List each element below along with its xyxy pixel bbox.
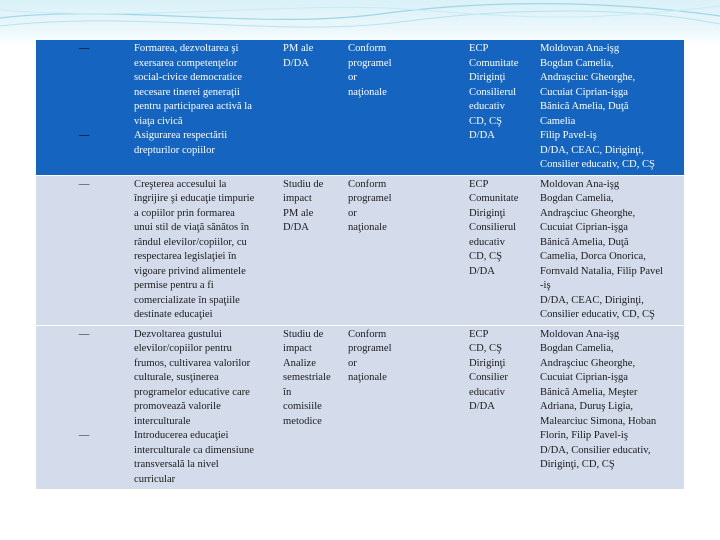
objective-line: pentru participarea activă la	[134, 101, 252, 112]
responsible-line: Cucuiat Ciprian-işga	[540, 222, 628, 233]
partner-line: Consilier	[469, 372, 508, 383]
term-line: Conform	[348, 328, 387, 340]
responsible-line: Moldovan Ana-işg	[540, 328, 620, 340]
responsible-line: Moldovan Ana-işg	[540, 178, 620, 190]
partner-line: CD, CŞ	[469, 251, 502, 262]
evidence-line: impact	[283, 193, 312, 204]
responsible-line: Fornvald Natalia, Filip Pavel	[540, 265, 663, 277]
bullet-dash: —	[78, 178, 90, 190]
evidence-line: PM ale	[283, 43, 314, 54]
table-row	[36, 175, 684, 325]
objective-line: îngrijire şi educaţie timpurie	[134, 193, 255, 204]
activities-table	[36, 40, 684, 490]
responsible-line: Andraşciuc Gheorghe,	[540, 72, 636, 83]
partner-line: educativ	[469, 236, 505, 248]
objective-line: elevilor/copiilor pentru	[134, 343, 232, 354]
term-line: or	[348, 72, 357, 83]
objective-line: programelor educative care	[134, 386, 250, 398]
responsible-line: Florin, Filip Pavel-iş	[540, 430, 628, 441]
term-line: naţionale	[348, 222, 387, 233]
objective-line: respectarea legislaţiei în	[134, 251, 237, 262]
term-line: or	[348, 357, 357, 369]
objective-line: unui stil de viaţă sănătos în	[134, 222, 250, 233]
objective-line: permise pentru a fi	[134, 280, 214, 291]
objective-line: drepturilor copiilor	[134, 144, 215, 156]
bullet-markers-cell	[36, 175, 130, 325]
evidence-line: D/DA	[283, 222, 309, 233]
responsible-line: Bănică Amelia, Duţă	[540, 236, 629, 248]
partner-line: Diriginţi	[469, 357, 506, 369]
objective-line: interculturale ca dimensiune	[134, 444, 255, 456]
partner-line: Diriginţi	[469, 72, 506, 83]
objective-line: social-civice democratice	[134, 72, 242, 83]
partner-line: D/DA	[469, 130, 495, 141]
responsible-line: Bogdan Camelia,	[540, 57, 614, 69]
partner-line: CD, CŞ	[469, 343, 502, 354]
responsible-line: Moldovan Ana-işg	[540, 43, 620, 54]
evidence-line: impact	[283, 343, 312, 354]
term-line: programel	[348, 57, 392, 69]
table-row	[36, 40, 684, 175]
responsible-line: Cucuiat Ciprian-işga	[540, 86, 628, 98]
bullet-dash: —	[78, 43, 90, 54]
term-cell	[344, 175, 465, 325]
objective-line: comercializate în spaţiile	[134, 294, 240, 306]
responsible-line: Andraşciuc Gheorghe,	[540, 207, 636, 219]
partner-line: ECP	[469, 328, 489, 340]
responsible-line: Bănică Amelia, Meşter	[540, 386, 638, 398]
responsible-line: Malearciuc Simona, Hoban	[540, 415, 657, 427]
bullet-dash: —	[78, 328, 90, 340]
term-line: programel	[348, 343, 392, 354]
evidence-cell	[279, 325, 344, 490]
objective-line: interculturale	[134, 415, 191, 427]
term-line: or	[348, 207, 357, 219]
term-line: Conform	[348, 178, 387, 190]
responsible-line: Camelia, Dorca Onorica,	[540, 251, 646, 262]
responsible-line: Consilier educativ, CD, CŞ	[540, 159, 655, 170]
responsible-cell	[536, 175, 684, 325]
responsible-line: Camelia	[540, 115, 576, 127]
evidence-line: comisiile	[283, 401, 322, 412]
table-row	[36, 325, 684, 490]
partner-line: Comunitate	[469, 193, 519, 204]
objective-line: curricular	[134, 473, 176, 485]
term-line: naţionale	[348, 372, 387, 383]
partner-line: Consilierul	[469, 86, 517, 98]
evidence-line: Studiu de	[283, 178, 324, 190]
bullet-dash: —	[78, 430, 90, 441]
objective-line: frumos, cultivarea valorilor	[134, 357, 251, 369]
partners-cell	[465, 175, 536, 325]
objective-line: transversală la nivel	[134, 459, 219, 470]
responsible-line: D/DA, CEAC, Diriginţi,	[540, 144, 644, 156]
responsible-line: Filip Pavel-iş	[540, 130, 597, 141]
evidence-line: PM ale	[283, 207, 314, 219]
responsible-line: Andraşciuc Gheorghe,	[540, 357, 636, 369]
responsible-line: Bogdan Camelia,	[540, 193, 614, 204]
objective-line: Asigurarea respectării	[134, 130, 228, 141]
term-line: Conform	[348, 43, 387, 54]
objective-line: promovează valorile	[134, 401, 221, 412]
bullet-markers-cell	[36, 40, 130, 175]
term-line: programel	[348, 193, 392, 204]
partner-line: Diriginţi	[469, 207, 506, 219]
partner-line: ECP	[469, 178, 489, 190]
objective-line: Creşterea accesului la	[134, 178, 227, 190]
objective-line: Formarea, dezvoltarea şi	[134, 43, 239, 54]
responsible-line: Adriana, Duruş Ligia,	[540, 401, 633, 412]
objective-line: Dezvoltarea gustului	[134, 328, 222, 340]
objective-line: necesare tinerei generaţii	[134, 86, 240, 98]
partner-line: Consilierul	[469, 222, 517, 233]
partner-line: CD, CŞ	[469, 115, 502, 127]
evidence-cell	[279, 40, 344, 175]
objective-line: a copiilor prin formarea	[134, 207, 235, 219]
objective-line: Introducerea educaţiei	[134, 430, 229, 441]
objective-cell	[130, 325, 279, 490]
responsible-line: Bănică Amelia, Duţă	[540, 101, 629, 112]
evidence-line: metodice	[283, 415, 322, 427]
responsible-line: Bogdan Camelia,	[540, 343, 614, 354]
partners-cell	[465, 325, 536, 490]
objective-line: culturale, susţinerea	[134, 372, 219, 383]
evidence-line: Analize	[283, 357, 316, 369]
objective-line: vigoare privind alimentele	[134, 265, 246, 277]
objective-cell	[130, 175, 279, 325]
partner-line: ECP	[469, 43, 489, 54]
evidence-line: semestriale	[283, 372, 331, 383]
partner-line: D/DA	[469, 265, 495, 277]
responsible-line: D/DA, Consilier educativ,	[540, 444, 651, 456]
evidence-line: D/DA	[283, 57, 309, 69]
objective-line: exersarea competenţelor	[134, 57, 238, 69]
responsible-line: D/DA, CEAC, Diriginţi,	[540, 294, 644, 306]
objective-cell	[130, 40, 279, 175]
term-cell	[344, 40, 465, 175]
responsible-line: -iş	[540, 280, 551, 291]
evidence-line: în	[283, 386, 292, 398]
bullet-markers-cell	[36, 325, 130, 490]
objective-line: rândul elevilor/copiilor, cu	[134, 236, 247, 248]
responsible-line: Consilier educativ, CD, CŞ	[540, 309, 655, 320]
term-line: naţionale	[348, 86, 387, 98]
responsible-cell	[536, 325, 684, 490]
responsible-line: Diriginţi, CD, CŞ	[540, 459, 615, 470]
activities-table-body	[36, 40, 684, 490]
objective-line: viaţa civică	[134, 115, 183, 127]
responsible-line: Cucuiat Ciprian-işga	[540, 372, 628, 383]
objective-line: destinate educaţiei	[134, 309, 213, 320]
partners-cell	[465, 40, 536, 175]
bullet-dash: —	[78, 130, 90, 141]
responsible-cell	[536, 40, 684, 175]
partner-line: educativ	[469, 386, 505, 398]
evidence-cell	[279, 175, 344, 325]
term-cell	[344, 325, 465, 490]
partner-line: educativ	[469, 101, 505, 112]
partner-line: D/DA	[469, 401, 495, 412]
partner-line: Comunitate	[469, 57, 519, 69]
evidence-line: Studiu de	[283, 328, 324, 340]
